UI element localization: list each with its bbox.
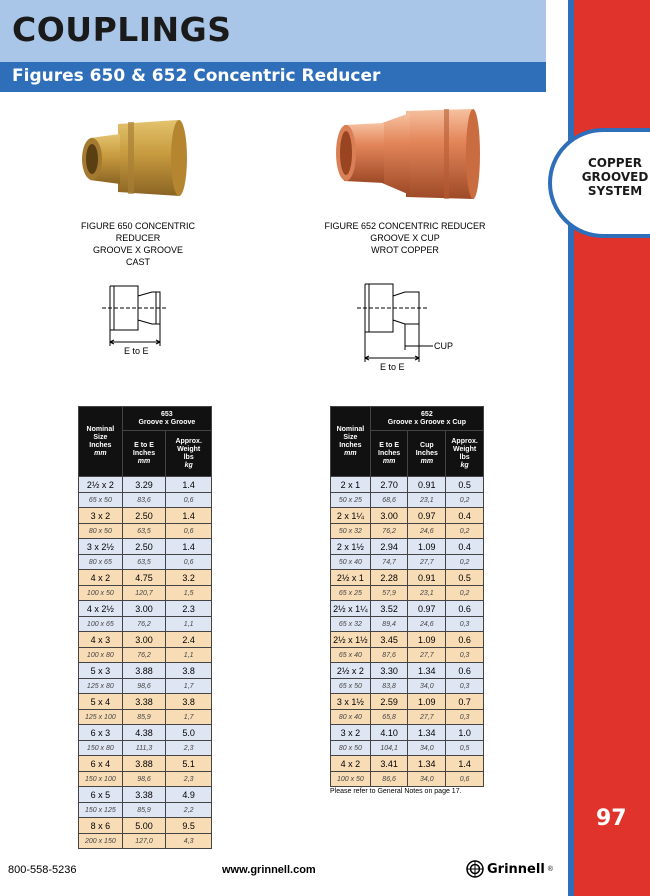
- footer-website-link[interactable]: www.grinnell.com: [222, 864, 316, 876]
- table-cell-metric: 0,6: [166, 493, 212, 508]
- table-cell-metric: 100 x 50: [79, 586, 123, 601]
- table-row-metric: [79, 648, 212, 663]
- table-row-metric: [331, 617, 484, 632]
- cast-reducer-photo: [80, 112, 190, 207]
- header-text: E to E: [134, 441, 154, 449]
- header-text: Weight: [452, 445, 477, 453]
- table-row: [79, 508, 212, 524]
- table-cell: 3.88: [122, 663, 166, 679]
- table-row: [79, 601, 212, 617]
- table-row-metric: [331, 679, 484, 694]
- table-cell: 1.4: [446, 756, 484, 772]
- header-text: Weight: [177, 445, 201, 453]
- table-cell-metric: 86,6: [370, 772, 408, 787]
- table-cell-metric: 80 x 50: [331, 741, 371, 756]
- table-row-metric: [79, 493, 212, 508]
- section-tab-line: GROOVED: [581, 170, 649, 184]
- header-text: 653: [161, 410, 173, 418]
- table-cell: 2½ x 1¼: [331, 601, 371, 617]
- table-cell: 0.4: [446, 539, 484, 555]
- table-row: [79, 725, 212, 741]
- table-cell: 3.88: [122, 756, 166, 772]
- table-cell: 2.3: [166, 601, 212, 617]
- table-cell-metric: 63,5: [122, 524, 166, 539]
- table-cell-metric: 87,6: [370, 648, 408, 663]
- table-cell-metric: 120,7: [122, 586, 166, 601]
- table-cell: 3.00: [122, 601, 166, 617]
- footer-phone: 800-558-5236: [8, 864, 77, 876]
- table-cell-metric: 65 x 32: [331, 617, 371, 632]
- table-cell-metric: 150 x 125: [79, 803, 123, 818]
- table-cell-metric: 111,3: [122, 741, 166, 756]
- table-cell-metric: 0,6: [446, 772, 484, 787]
- header-text: mm: [344, 449, 357, 457]
- table-cell: 0.5: [446, 477, 484, 493]
- table-row: [79, 632, 212, 648]
- table-cell-metric: 100 x 80: [79, 648, 123, 663]
- table-cell-metric: 98,6: [122, 772, 166, 787]
- header-text: mm: [420, 457, 434, 465]
- table-cell: 2.50: [122, 508, 166, 524]
- table-cell-metric: 27,7: [408, 648, 446, 663]
- table-cell-metric: 57,9: [370, 586, 408, 601]
- table-row-metric: [79, 710, 212, 725]
- brand-name: Grinnell: [487, 861, 545, 877]
- table-row: [79, 694, 212, 710]
- caption-line: FIGURE 652 CONCENTRIC REDUCER: [324, 221, 486, 231]
- table-cell-metric: 83,6: [122, 493, 166, 508]
- cup-label: CUP: [434, 341, 454, 351]
- caption-line: FIGURE 650 CONCENTRIC REDUCER: [80, 221, 196, 243]
- header-text: 652: [421, 410, 433, 418]
- table-cell-metric: 85,9: [122, 710, 166, 725]
- header-text: lbs: [183, 453, 194, 461]
- table-cell: 3 x 2½: [79, 539, 123, 555]
- header-text: kg: [184, 461, 193, 469]
- header-text: mm: [94, 449, 107, 457]
- header-text: Inches: [339, 441, 362, 449]
- table-cell-metric: 0,3: [446, 617, 484, 632]
- table-cell: 4.75: [122, 570, 166, 586]
- table-row: [331, 539, 484, 555]
- table-cell: 4.9: [166, 787, 212, 803]
- header-text: Groove x Groove: [138, 418, 196, 426]
- header-text: kg: [460, 461, 469, 469]
- table-cell-metric: 125 x 100: [79, 710, 123, 725]
- table-row: [79, 756, 212, 772]
- table-cell: 1.34: [408, 725, 446, 741]
- table-cell-metric: 127,0: [122, 834, 166, 849]
- col-header-weight: [166, 431, 212, 477]
- side-blue-strip: [568, 0, 574, 896]
- table-cell-metric: 1,7: [166, 710, 212, 725]
- table-cell: 0.7: [446, 694, 484, 710]
- table-cell: 2.70: [370, 477, 408, 493]
- table-cell: 2½ x 2: [79, 477, 123, 493]
- table-cell: 3.41: [370, 756, 408, 772]
- table-cell-metric: 65,8: [370, 710, 408, 725]
- header-text: Nominal: [86, 425, 115, 433]
- table-row: [331, 508, 484, 524]
- table-cell-metric: 0,2: [446, 493, 484, 508]
- table-cell: 6 x 3: [79, 725, 123, 741]
- table-cell: 2.28: [370, 570, 408, 586]
- page-subtitle: Figures 650 & 652 Concentric Reducer: [12, 66, 381, 86]
- table-row: [79, 818, 212, 834]
- header-text: lbs: [459, 453, 470, 461]
- table-cell: 9.5: [166, 818, 212, 834]
- header-text: mm: [137, 457, 151, 465]
- table-cell: 3.8: [166, 663, 212, 679]
- copper-reducer-photo: [332, 103, 482, 207]
- table-cell: 2½ x 2: [331, 663, 371, 679]
- table-row: [331, 725, 484, 741]
- table-cell-metric: 100 x 65: [79, 617, 123, 632]
- table-cell: 4 x 3: [79, 632, 123, 648]
- grinnell-logo-icon: [466, 860, 484, 878]
- table-cell-metric: 80 x 40: [331, 710, 371, 725]
- caption-line: CAST: [125, 257, 150, 267]
- table-row-metric: [331, 555, 484, 570]
- table-cell: 8 x 6: [79, 818, 123, 834]
- table-cell-metric: 23,1: [408, 493, 446, 508]
- general-notes-reference: Please refer to General Notes on page 17.: [330, 788, 462, 795]
- table-cell-metric: 34,0: [408, 679, 446, 694]
- table-row-metric: [331, 741, 484, 756]
- figure-650-caption: [58, 220, 218, 268]
- col-header-cup: [408, 431, 446, 477]
- table-row-metric: [79, 741, 212, 756]
- table-row-metric: [331, 710, 484, 725]
- table-cell: 3.2: [166, 570, 212, 586]
- table-cell: 2.50: [122, 539, 166, 555]
- header-text: Inches: [378, 449, 401, 457]
- table-cell: 4.10: [370, 725, 408, 741]
- table-cell-metric: 74,7: [370, 555, 408, 570]
- table-652: [330, 406, 484, 787]
- table-cell: 3.00: [122, 632, 166, 648]
- table-cell-metric: 85,9: [122, 803, 166, 818]
- col-header-size: [79, 407, 123, 477]
- table-cell-metric: 76,2: [370, 524, 408, 539]
- reducer-dimension-diagram: [355, 280, 455, 370]
- table-cell-metric: 27,7: [408, 710, 446, 725]
- table-cell-metric: 0,6: [166, 524, 212, 539]
- table-cell: 3.30: [370, 663, 408, 679]
- table-cell: 1.34: [408, 756, 446, 772]
- table-row-metric: [79, 617, 212, 632]
- table-cell: 5.1: [166, 756, 212, 772]
- table-row-metric: [79, 555, 212, 570]
- table-cell: 2 x 1½: [331, 539, 371, 555]
- table-cell-metric: 50 x 32: [331, 524, 371, 539]
- table-row: [331, 694, 484, 710]
- table-cell-metric: 0,2: [446, 555, 484, 570]
- section-tab-label: [578, 156, 650, 198]
- section-tab-line: SYSTEM: [587, 184, 643, 198]
- table-cell-metric: 89,4: [370, 617, 408, 632]
- table-cell-metric: 80 x 50: [79, 524, 123, 539]
- table-cell: 0.97: [408, 508, 446, 524]
- subtitle-band: [0, 62, 546, 92]
- table-cell: 2 x 1: [331, 477, 371, 493]
- table-cell: 3 x 1½: [331, 694, 371, 710]
- table-cell-metric: 2,2: [166, 803, 212, 818]
- header-text: Groove x Groove x Cup: [387, 418, 466, 426]
- table-row-metric: [79, 834, 212, 849]
- table-cell-metric: 0,3: [446, 648, 484, 663]
- table-cell: 1.4: [166, 539, 212, 555]
- table-row-metric: [79, 772, 212, 787]
- table-row: [331, 570, 484, 586]
- table-cell-metric: 200 x 150: [79, 834, 123, 849]
- table-row: [331, 632, 484, 648]
- table-cell: 3 x 2: [79, 508, 123, 524]
- page-number: 97: [596, 806, 627, 831]
- table-cell: 3.38: [122, 787, 166, 803]
- table-cell-metric: 65 x 50: [79, 493, 123, 508]
- grinnell-logo: [466, 860, 553, 878]
- table-cell-metric: 0,2: [446, 586, 484, 601]
- table-row: [331, 663, 484, 679]
- table-cell: 0.97: [408, 601, 446, 617]
- table-cell-metric: 150 x 80: [79, 741, 123, 756]
- table-cell: 1.09: [408, 539, 446, 555]
- dimension-label: E to E: [124, 346, 149, 356]
- table-cell: 1.09: [408, 632, 446, 648]
- table-row-metric: [331, 524, 484, 539]
- header-text: E to E: [379, 441, 400, 449]
- dimension-label: E to E: [380, 362, 405, 372]
- table-cell-metric: 76,2: [122, 648, 166, 663]
- table-cell: 6 x 4: [79, 756, 123, 772]
- table-cell-metric: 0,5: [446, 741, 484, 756]
- registered-mark: ®: [547, 865, 553, 873]
- figure-652-caption: [320, 220, 490, 256]
- table-cell-metric: 68,6: [370, 493, 408, 508]
- table-row: [331, 601, 484, 617]
- table-cell-metric: 50 x 40: [331, 555, 371, 570]
- table-cell: 0.6: [446, 632, 484, 648]
- header-text: Approx.: [451, 437, 478, 445]
- table-cell: 4.38: [122, 725, 166, 741]
- table-row: [331, 477, 484, 493]
- table-cell: 0.91: [408, 570, 446, 586]
- table-cell-metric: 65 x 25: [331, 586, 371, 601]
- header-text: Cup: [420, 441, 434, 449]
- table-cell-metric: 65 x 50: [331, 679, 371, 694]
- table-cell-metric: 50 x 25: [331, 493, 371, 508]
- table-cell-metric: 2,3: [166, 741, 212, 756]
- table-cell-metric: 4,3: [166, 834, 212, 849]
- table-row-metric: [331, 648, 484, 663]
- header-text: Size: [343, 433, 358, 441]
- section-tab-line: COPPER: [587, 156, 643, 170]
- table-cell: 4 x 2½: [79, 601, 123, 617]
- table-cell-metric: 0,3: [446, 679, 484, 694]
- table-row: [79, 570, 212, 586]
- table-cell: 3.8: [166, 694, 212, 710]
- table-cell-metric: 0,3: [446, 710, 484, 725]
- header-text: mm: [382, 457, 396, 465]
- table-cell-metric: 1,1: [166, 617, 212, 632]
- table-cell-metric: 0,2: [446, 524, 484, 539]
- table-cell-metric: 1,5: [166, 586, 212, 601]
- table-cell: 2.59: [370, 694, 408, 710]
- table-cell-metric: 34,0: [408, 772, 446, 787]
- table-cell-metric: 80 x 65: [79, 555, 123, 570]
- table-cell: 0.5: [446, 570, 484, 586]
- table-cell: 5 x 4: [79, 694, 123, 710]
- table-cell-metric: 24,6: [408, 617, 446, 632]
- table-cell-metric: 98,6: [122, 679, 166, 694]
- table-row: [79, 477, 212, 493]
- table-cell-metric: 1,1: [166, 648, 212, 663]
- caption-line: GROOVE X CUP: [370, 233, 440, 243]
- table-cell: 2 x 1¼: [331, 508, 371, 524]
- col-header-e-to-e: [122, 431, 166, 477]
- caption-line: GROOVE X GROOVE: [92, 245, 184, 255]
- table-650: [78, 406, 212, 849]
- table-row-metric: [79, 586, 212, 601]
- table-cell: 3.52: [370, 601, 408, 617]
- table-cell: 0.4: [446, 508, 484, 524]
- table-row: [79, 787, 212, 803]
- col-header-weight: [446, 431, 484, 477]
- table-cell: 1.34: [408, 663, 446, 679]
- table-cell: 5.0: [166, 725, 212, 741]
- table-cell: 3.45: [370, 632, 408, 648]
- table-cell: 3 x 2: [331, 725, 371, 741]
- group-header: [122, 407, 211, 431]
- table-row-metric: [79, 524, 212, 539]
- col-header-size: [331, 407, 371, 477]
- table-cell: 1.4: [166, 477, 212, 493]
- table-cell-metric: 2,3: [166, 772, 212, 787]
- table-cell-metric: 27,7: [408, 555, 446, 570]
- table-cell: 0.6: [446, 663, 484, 679]
- table-cell-metric: 125 x 80: [79, 679, 123, 694]
- table-cell: 3.29: [122, 477, 166, 493]
- table-row: [79, 663, 212, 679]
- table-cell-metric: 83,8: [370, 679, 408, 694]
- table-cell-metric: 100 x 50: [331, 772, 371, 787]
- header-text: Inches: [132, 449, 156, 457]
- table-cell-metric: 63,5: [122, 555, 166, 570]
- table-cell: 3.38: [122, 694, 166, 710]
- table-row-metric: [331, 586, 484, 601]
- table-cell: 1.09: [408, 694, 446, 710]
- col-header-e-to-e: [370, 431, 408, 477]
- table-row: [331, 756, 484, 772]
- table-cell: 5.00: [122, 818, 166, 834]
- table-cell-metric: 23,1: [408, 586, 446, 601]
- table-cell-metric: 24,6: [408, 524, 446, 539]
- table-row-metric: [79, 803, 212, 818]
- table-row: [79, 539, 212, 555]
- header-text: Approx.: [175, 437, 202, 445]
- table-row-metric: [331, 493, 484, 508]
- header-text: Inches: [415, 449, 438, 457]
- header-text: Size: [93, 433, 108, 441]
- group-header: [370, 407, 483, 431]
- caption-line: WROT COPPER: [371, 245, 439, 255]
- table-cell: 2.4: [166, 632, 212, 648]
- table-cell: 1.4: [166, 508, 212, 524]
- table-row-metric: [79, 679, 212, 694]
- table-cell-metric: 76,2: [122, 617, 166, 632]
- table-row-metric: [331, 772, 484, 787]
- table-cell: 0.6: [446, 601, 484, 617]
- table-cell-metric: 34,0: [408, 741, 446, 756]
- table-cell: 6 x 5: [79, 787, 123, 803]
- table-cell: 2½ x 1½: [331, 632, 371, 648]
- table-cell: 4 x 2: [331, 756, 371, 772]
- page-title: COUPLINGS: [12, 10, 232, 49]
- table-cell: 1.0: [446, 725, 484, 741]
- table-cell: 4 x 2: [79, 570, 123, 586]
- table-cell-metric: 0,6: [166, 555, 212, 570]
- table-cell-metric: 65 x 40: [331, 648, 371, 663]
- table-cell-metric: 1,7: [166, 679, 212, 694]
- header-text: Nominal: [336, 425, 365, 433]
- table-cell: 5 x 3: [79, 663, 123, 679]
- table-cell: 0.91: [408, 477, 446, 493]
- table-cell: 2½ x 1: [331, 570, 371, 586]
- header-text: Inches: [89, 441, 112, 449]
- table-cell: 3.00: [370, 508, 408, 524]
- table-cell-metric: 150 x 100: [79, 772, 123, 787]
- table-cell-metric: 104,1: [370, 741, 408, 756]
- table-cell: 2.94: [370, 539, 408, 555]
